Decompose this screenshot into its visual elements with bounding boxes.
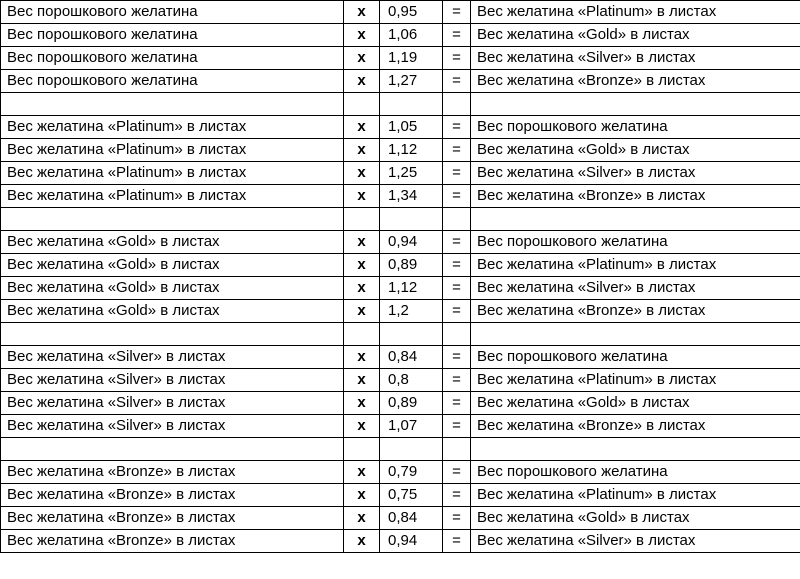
table-row (1, 369, 800, 392)
empty-cell (471, 93, 800, 116)
empty-cell (443, 208, 471, 231)
equals-sign-cell: = (443, 461, 471, 484)
source-cell: Вес порошкового желатина (1, 47, 344, 70)
multiply-sign-cell: x (344, 139, 380, 162)
table-row (1, 70, 800, 93)
result-cell: Вес желатина «Bronze» в листах (471, 185, 800, 208)
source-cell: Вес желатина «Bronze» в листах (1, 461, 344, 484)
empty-cell (471, 438, 800, 461)
multiply-sign-cell: x (344, 346, 380, 369)
factor-cell: 1,19 (380, 47, 443, 70)
factor-cell: 1,06 (380, 24, 443, 47)
multiply-sign-cell: x (344, 231, 380, 254)
factor-cell: 1,12 (380, 139, 443, 162)
result-cell: Вес желатина «Bronze» в листах (471, 415, 800, 438)
empty-cell (443, 323, 471, 346)
empty-cell (1, 323, 344, 346)
source-cell: Вес порошкового желатина (1, 1, 344, 24)
equals-sign-cell: = (443, 484, 471, 507)
source-cell: Вес желатина «Silver» в листах (1, 392, 344, 415)
empty-cell (380, 208, 443, 231)
empty-cell (471, 323, 800, 346)
result-cell: Вес желатина «Bronze» в листах (471, 300, 800, 323)
equals-sign-cell: = (443, 1, 471, 24)
multiply-sign-cell: x (344, 116, 380, 139)
result-cell: Вес желатина «Silver» в листах (471, 277, 800, 300)
factor-cell: 0,94 (380, 530, 443, 553)
factor-cell: 0,79 (380, 461, 443, 484)
table-row (1, 346, 800, 369)
factor-cell: 0,84 (380, 507, 443, 530)
empty-cell (443, 93, 471, 116)
multiply-sign-cell: x (344, 392, 380, 415)
source-cell: Вес желатина «Platinum» в листах (1, 139, 344, 162)
source-cell: Вес желатина «Silver» в листах (1, 415, 344, 438)
source-cell: Вес желатина «Platinum» в листах (1, 162, 344, 185)
empty-cell (1, 438, 344, 461)
result-cell: Вес желатина «Gold» в листах (471, 139, 800, 162)
factor-cell: 1,27 (380, 70, 443, 93)
result-cell: Вес желатина «Gold» в листах (471, 24, 800, 47)
equals-sign-cell: = (443, 300, 471, 323)
result-cell: Вес желатина «Platinum» в листах (471, 484, 800, 507)
equals-sign-cell: = (443, 24, 471, 47)
equals-sign-cell: = (443, 185, 471, 208)
source-cell: Вес желатина «Platinum» в листах (1, 116, 344, 139)
multiply-sign-cell: x (344, 70, 380, 93)
table-row (1, 139, 800, 162)
equals-sign-cell: = (443, 530, 471, 553)
multiply-sign-cell: x (344, 185, 380, 208)
source-cell: Вес желатина «Gold» в листах (1, 277, 344, 300)
multiply-sign-cell: x (344, 507, 380, 530)
multiply-sign-cell: x (344, 369, 380, 392)
equals-sign-cell: = (443, 139, 471, 162)
result-cell: Вес желатина «Silver» в листах (471, 530, 800, 553)
result-cell: Вес желатина «Silver» в листах (471, 162, 800, 185)
empty-cell (344, 208, 380, 231)
table-row (1, 277, 800, 300)
table-row (1, 392, 800, 415)
multiply-sign-cell: x (344, 162, 380, 185)
source-cell: Вес желатина «Silver» в листах (1, 369, 344, 392)
multiply-sign-cell: x (344, 277, 380, 300)
empty-cell (344, 323, 380, 346)
source-cell: Вес желатина «Bronze» в листах (1, 507, 344, 530)
factor-cell: 1,34 (380, 185, 443, 208)
spacer-row (1, 323, 800, 346)
empty-cell (443, 438, 471, 461)
empty-cell (471, 208, 800, 231)
empty-cell (380, 93, 443, 116)
result-cell: Вес порошкового желатина (471, 346, 800, 369)
table-row (1, 116, 800, 139)
empty-cell (344, 438, 380, 461)
source-cell: Вес желатина «Gold» в листах (1, 231, 344, 254)
empty-cell (344, 93, 380, 116)
multiply-sign-cell: x (344, 530, 380, 553)
multiply-sign-cell: x (344, 24, 380, 47)
equals-sign-cell: = (443, 277, 471, 300)
conversion-table-body (1, 1, 800, 553)
factor-cell: 1,2 (380, 300, 443, 323)
factor-cell: 0,84 (380, 346, 443, 369)
source-cell: Вес желатина «Gold» в листах (1, 300, 344, 323)
spacer-row (1, 438, 800, 461)
result-cell: Вес порошкового желатина (471, 116, 800, 139)
table-row (1, 415, 800, 438)
source-cell: Вес желатина «Bronze» в листах (1, 484, 344, 507)
source-cell: Вес желатина «Gold» в листах (1, 254, 344, 277)
table-row (1, 162, 800, 185)
source-cell: Вес желатина «Platinum» в листах (1, 185, 344, 208)
table-row (1, 507, 800, 530)
result-cell: Вес желатина «Silver» в листах (471, 47, 800, 70)
factor-cell: 0,89 (380, 392, 443, 415)
multiply-sign-cell: x (344, 254, 380, 277)
multiply-sign-cell: x (344, 47, 380, 70)
table-row (1, 185, 800, 208)
equals-sign-cell: = (443, 162, 471, 185)
equals-sign-cell: = (443, 47, 471, 70)
multiply-sign-cell: x (344, 1, 380, 24)
table-row (1, 1, 800, 24)
table-row (1, 530, 800, 553)
result-cell: Вес желатина «Gold» в листах (471, 507, 800, 530)
result-cell: Вес порошкового желатина (471, 461, 800, 484)
equals-sign-cell: = (443, 346, 471, 369)
equals-sign-cell: = (443, 415, 471, 438)
table-row (1, 461, 800, 484)
factor-cell: 0,8 (380, 369, 443, 392)
factor-cell: 0,95 (380, 1, 443, 24)
table-row (1, 300, 800, 323)
factor-cell: 0,89 (380, 254, 443, 277)
source-cell: Вес порошкового желатина (1, 70, 344, 93)
source-cell: Вес желатина «Bronze» в листах (1, 530, 344, 553)
factor-cell: 1,12 (380, 277, 443, 300)
equals-sign-cell: = (443, 369, 471, 392)
equals-sign-cell: = (443, 392, 471, 415)
empty-cell (1, 208, 344, 231)
factor-cell: 1,07 (380, 415, 443, 438)
result-cell: Вес желатина «Platinum» в листах (471, 1, 800, 24)
factor-cell: 1,25 (380, 162, 443, 185)
result-cell: Вес порошкового желатина (471, 231, 800, 254)
multiply-sign-cell: x (344, 300, 380, 323)
factor-cell: 1,05 (380, 116, 443, 139)
empty-cell (380, 323, 443, 346)
table-row (1, 254, 800, 277)
table-row (1, 484, 800, 507)
equals-sign-cell: = (443, 70, 471, 93)
multiply-sign-cell: x (344, 484, 380, 507)
spacer-row (1, 93, 800, 116)
equals-sign-cell: = (443, 254, 471, 277)
result-cell: Вес желатина «Gold» в листах (471, 392, 800, 415)
multiply-sign-cell: x (344, 415, 380, 438)
factor-cell: 0,94 (380, 231, 443, 254)
equals-sign-cell: = (443, 231, 471, 254)
table-row (1, 24, 800, 47)
table-row (1, 47, 800, 70)
source-cell: Вес желатина «Silver» в листах (1, 346, 344, 369)
table-row (1, 231, 800, 254)
result-cell: Вес желатина «Platinum» в листах (471, 369, 800, 392)
result-cell: Вес желатина «Bronze» в листах (471, 70, 800, 93)
equals-sign-cell: = (443, 507, 471, 530)
spacer-row (1, 208, 800, 231)
multiply-sign-cell: x (344, 461, 380, 484)
factor-cell: 0,75 (380, 484, 443, 507)
empty-cell (1, 93, 344, 116)
empty-cell (380, 438, 443, 461)
source-cell: Вес порошкового желатина (1, 24, 344, 47)
equals-sign-cell: = (443, 116, 471, 139)
result-cell: Вес желатина «Platinum» в листах (471, 254, 800, 277)
